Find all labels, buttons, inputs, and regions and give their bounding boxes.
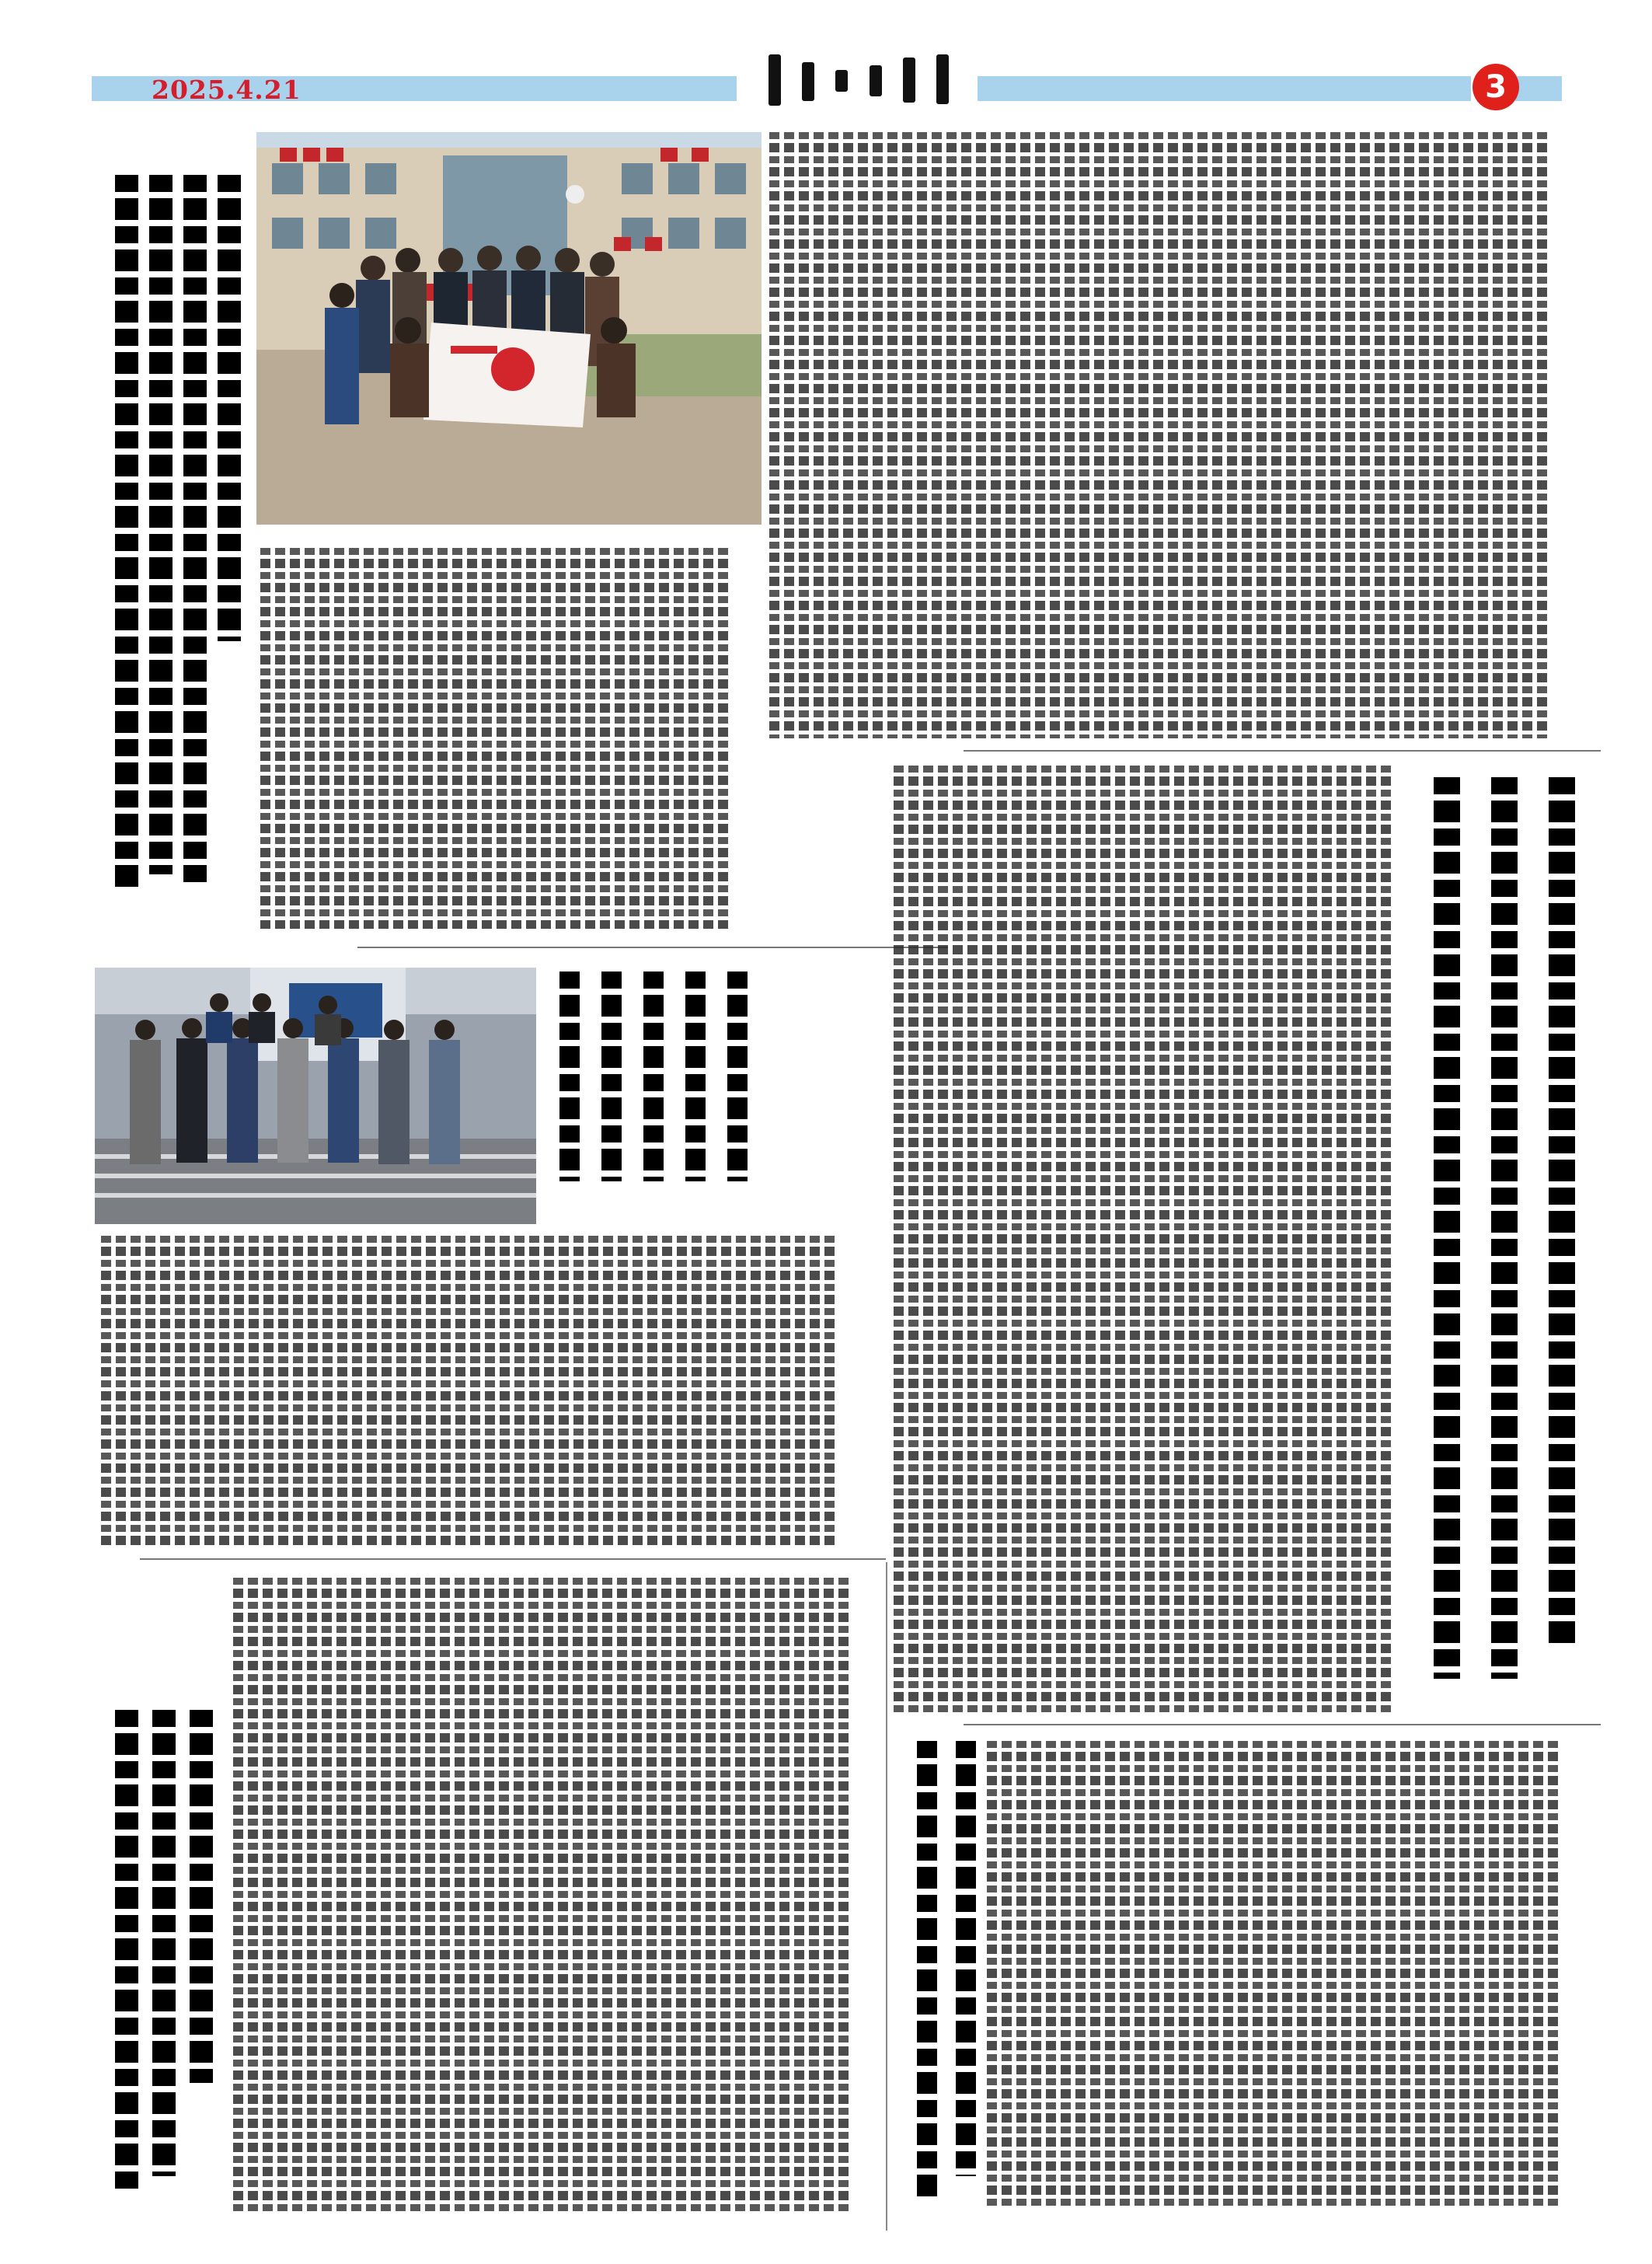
article-1-headline (115, 175, 241, 905)
article-5-headline (115, 1710, 213, 2207)
divider-right-lower (964, 750, 1601, 752)
issue-date: 2025.4.21 (152, 75, 301, 105)
divider-lower-left (140, 1558, 886, 1560)
article-3-headline (1434, 777, 1575, 1694)
header-bar-center-right (978, 76, 1471, 101)
divider-upper-middle (357, 947, 948, 948)
photo-banner-group (256, 132, 762, 525)
divider-lower-right (964, 1724, 1601, 1725)
header-bar-right (1515, 76, 1562, 101)
masthead-logo (758, 54, 960, 109)
article-6-headline (917, 1741, 976, 2207)
article-4-body (101, 1236, 878, 1547)
column-separator-center (886, 1562, 887, 2231)
article-2-body (769, 132, 1585, 738)
article-3-body (894, 766, 1422, 1714)
header-bar-center-left (321, 76, 737, 101)
article-4-headline (559, 972, 748, 1189)
page-number-badge: 3 (1473, 64, 1519, 110)
photo-delegation-group (95, 968, 536, 1224)
article-1-body (260, 548, 758, 929)
article-6-body (987, 1741, 1593, 2207)
article-5-body (233, 1578, 886, 2215)
